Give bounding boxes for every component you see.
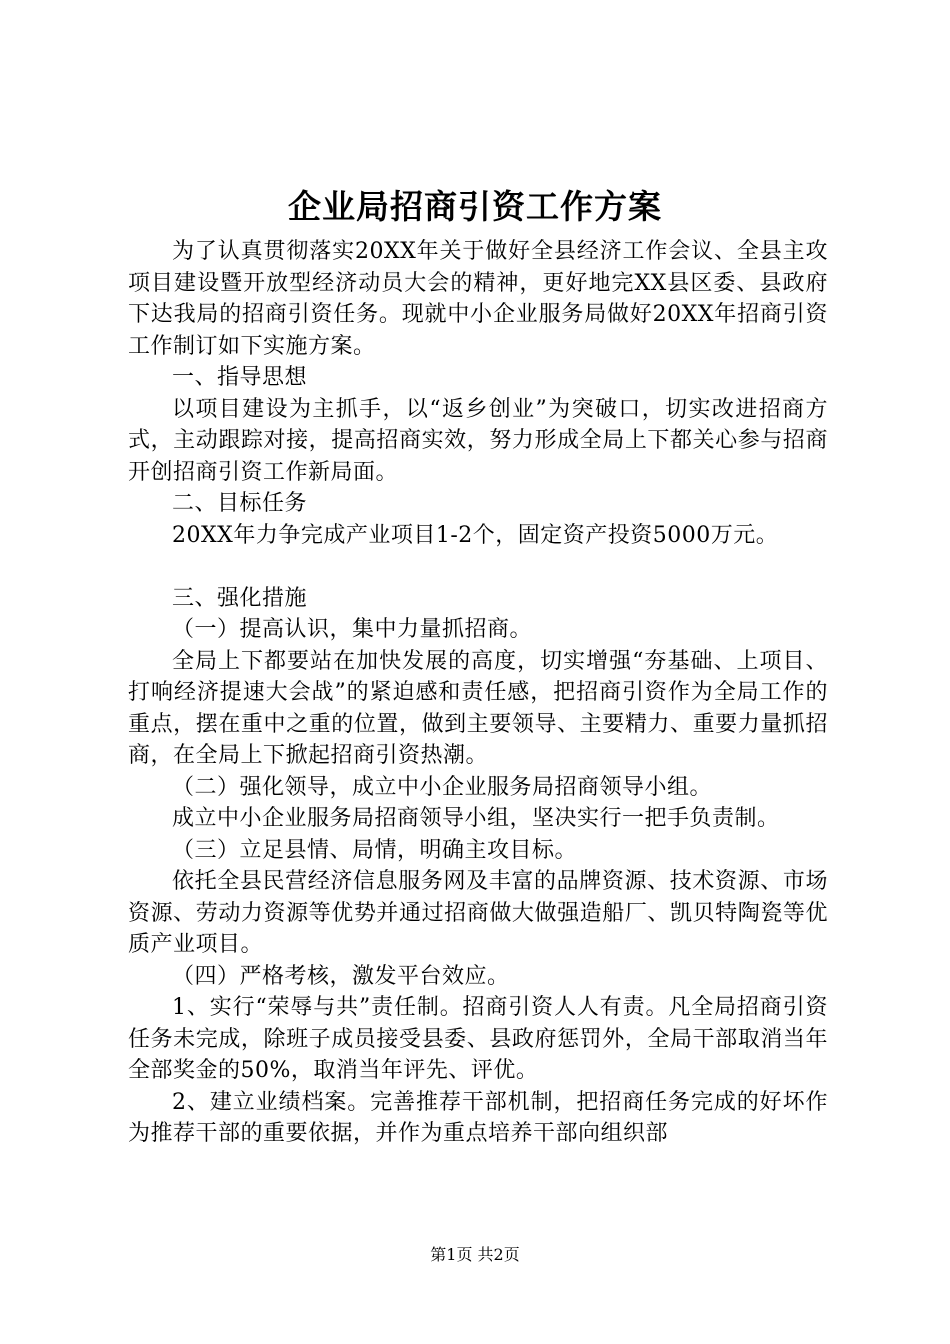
paragraph-measure-4-item-2: 2、建立业绩档案。完善推荐干部机制，把招商任务完成的好坏作为推荐干部的重要依据，并作为重点培养干部向组织部 bbox=[128, 1089, 828, 1146]
blank-line bbox=[128, 551, 828, 583]
paragraph-measure-4-item-1: 1、实行“荣辱与共”责任制。招商引资人人有责。凡全局招商引资任务未完成，除班子成员接受县委、县政府惩罚外，全局干部取消当年全部奖金的50%，取消当年评先、评优。 bbox=[128, 995, 828, 1083]
heading-measures: 三、强化措施 bbox=[172, 585, 308, 611]
paragraph-measure-2: 成立中小企业服务局招商领导小组，坚决实行一把手负责制。 bbox=[172, 806, 780, 831]
subheading-measure-4: （四）严格考核，激发平台效应。 bbox=[172, 963, 510, 989]
page-footer: 第1页 共2页 bbox=[430, 1245, 520, 1264]
paragraph-measure-3: 依托全县民营经济信息服务网及丰富的品牌资源、技术资源、市场资源、劳动力资源等优势并通过招商做大做强造船厂、凯贝特陶瓷等优质产业项目。 bbox=[128, 869, 828, 957]
paragraph-target-task: 20XX年力争完成产业项目1-2个，固定资产投资5000万元。 bbox=[172, 522, 779, 548]
subheading-measure-2: （二）强化领导，成立中小企业服务局招商领导小组。 bbox=[172, 774, 713, 800]
subheading-measure-1: （一）提高认识，集中力量抓招商。 bbox=[172, 617, 533, 642]
paragraph-guiding-thought: 以项目建设为主抓手，以“返乡创业”为突破口，切实改进招商方式，主动跟踪对接，提高招商实效，努力形成全局上下都关心参与招商开创招商引资工作新局面。 bbox=[128, 396, 828, 485]
document-body bbox=[128, 236, 828, 1150]
subheading-measure-3: （三）立足县情、局情，明确主攻目标。 bbox=[172, 837, 578, 863]
document-title: 企业局招商引资工作方案 bbox=[288, 187, 662, 226]
heading-guiding-thought: 一、指导思想 bbox=[172, 365, 308, 390]
paragraph-measure-1: 全局上下都要站在加快发展的高度，切实增强“夯基础、上项目、打响经济提速大会战”的紧迫感和责任感，把招商引资作为全局工作的重点，摆在重中之重的位置，做到主要领导、主要精力、重要力量抓招商，在全局上下掀起招商引资热潮。 bbox=[128, 648, 828, 768]
paragraph-intro: 为了认真贯彻落实20XX年关于做好全县经济工作会议、全县主攻项目建设暨开放型经济动员大会的精神，更好地完XX县区委、县政府下达我局的招商引资任务。现就中小企业服务局做好20XX年招商引资工作制订如下实施方案。 bbox=[128, 239, 828, 359]
heading-target-task: 二、目标任务 bbox=[172, 491, 308, 516]
